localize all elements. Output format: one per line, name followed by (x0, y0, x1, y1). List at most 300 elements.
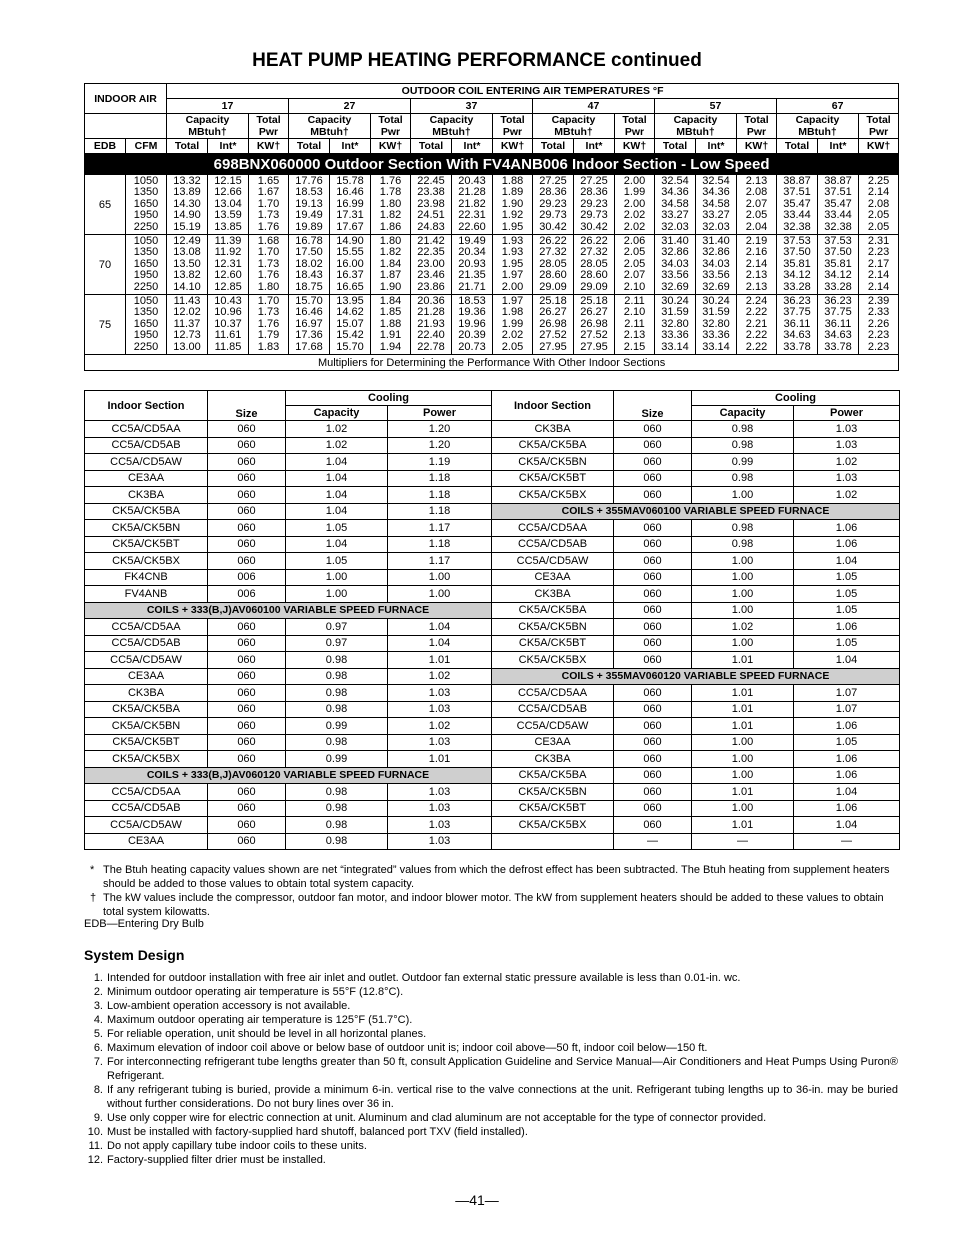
multiplier-row (85, 767, 900, 784)
performance-value: 14.90 (336, 235, 364, 248)
power-cell: 1.06 (794, 718, 900, 735)
indoor-section-cell: CK5A/CK5BX (492, 652, 614, 669)
performance-value: 1.84 (379, 295, 402, 308)
indoor-section-cell: CC5A/CD5AA (492, 685, 614, 702)
cfm-values (126, 175, 167, 235)
performance-value: 34.63 (783, 329, 811, 342)
edb-group-row (85, 295, 899, 355)
performance-value: 11.61 (214, 329, 242, 342)
power-cell: 1.17 (388, 553, 492, 570)
size-cell: 060 (208, 800, 286, 817)
temp-header-17: 17 (167, 99, 289, 114)
item-text: For interconnecting refrigerant tube lengths greater than 50 ft, consult Application Guideline and Service Manual—Air Conditioners and Heat Pumps Using Puron® Refrigerant. (107, 1056, 898, 1082)
performance-value: 29.23 (539, 197, 567, 210)
performance-value: 33.44 (824, 209, 852, 222)
indoor-section-cell: CK3BA (85, 685, 208, 702)
performance-value: 2.00 (623, 197, 646, 210)
capacity-cell: 0.98 (692, 520, 794, 537)
total-pwr-header: Total Pwr (249, 114, 289, 139)
capacity-cell: 1.04 (286, 536, 388, 553)
edb-note: EDB—Entering Dry Bulb (84, 918, 204, 930)
banner-row (85, 154, 899, 175)
performance-value: 2.05 (623, 257, 646, 270)
indoor-section-cell: CK5A/CK5BT (85, 734, 208, 751)
performance-value: 27.25 (580, 175, 608, 187)
power-cell: 1.04 (794, 553, 900, 570)
cfm-value: 1350 (133, 186, 159, 199)
performance-value: 1.70 (257, 246, 280, 259)
size-cell: 060 (208, 520, 286, 537)
cfm-value: 1950 (133, 209, 159, 222)
indoor-section-cell: CK5A/CK5BN (492, 784, 614, 801)
performance-value: 1.93 (501, 246, 524, 259)
performance-value: 18.53 (295, 186, 323, 199)
performance-values (737, 235, 777, 295)
performance-value: 30.24 (661, 295, 689, 308)
size-cell: 060 (614, 784, 692, 801)
furnace-subheader: COILS + 355MAV060120 VARIABLE SPEED FURNACE (492, 668, 900, 685)
performance-values (533, 295, 574, 355)
performance-value: 22.31 (458, 209, 486, 222)
performance-value: 16.00 (336, 257, 364, 270)
performance-value: 1.89 (501, 186, 524, 199)
performance-value: 15.19 (173, 220, 201, 233)
performance-value: 20.73 (458, 340, 486, 353)
multiplier-row (85, 652, 900, 669)
multiplier-row (85, 635, 900, 652)
size-cell: 060 (614, 421, 692, 438)
power-cell: 1.03 (794, 421, 900, 438)
performance-value: 14.90 (173, 209, 201, 222)
performance-value: 33.36 (661, 329, 689, 342)
capacity-cell: 0.99 (286, 751, 388, 768)
performance-values (371, 175, 411, 235)
indoor-air-header: INDOOR AIR (85, 84, 167, 114)
indoor-section-cell: CK5A/CK5BA (85, 503, 208, 520)
performance-value: 18.43 (295, 269, 323, 282)
performance-values (289, 235, 330, 295)
cfm-value: 1050 (133, 175, 159, 187)
performance-value: 15.70 (336, 340, 364, 353)
size-cell: 060 (208, 536, 286, 553)
indoor-section-cell: CC5A/CD5AB (492, 536, 614, 553)
performance-value: 1.76 (257, 220, 280, 233)
item-text: For reliable operation, unit should be level in all horizontal planes. (107, 1028, 427, 1040)
capacity-cell: 1.00 (692, 586, 794, 603)
system-design-item (88, 1139, 898, 1153)
size-cell: 060 (614, 536, 692, 553)
multipliers-title-row (85, 355, 899, 371)
total-pwr-header: Total Pwr (615, 114, 655, 139)
performance-values (208, 235, 249, 295)
size-cell: 060 (614, 800, 692, 817)
capacity-cell: 1.01 (692, 652, 794, 669)
performance-value: 2.14 (867, 269, 890, 282)
performance-value: 32.03 (661, 220, 689, 233)
performance-value: 2.24 (745, 295, 768, 308)
system-design-item (93, 1027, 898, 1041)
capacity-cell: 1.00 (692, 635, 794, 652)
capacity-header-left: Capacity (286, 406, 388, 421)
performance-value: 18.53 (458, 295, 486, 308)
performance-value: 12.73 (173, 329, 201, 342)
performance-value: 1.76 (379, 175, 402, 187)
capacity-cell: 1.00 (692, 602, 794, 619)
performance-value: 32.03 (702, 220, 730, 233)
item-text: Maximum elevation of indoor coil above or below base of outdoor unit is; indoor coil above—50 ft, indoor coil below—150 ft. (107, 1042, 708, 1054)
power-cell: 1.04 (794, 817, 900, 834)
performance-value: 35.47 (824, 197, 852, 210)
capacity-cell: 1.01 (692, 718, 794, 735)
capacity-cell: 1.05 (286, 553, 388, 570)
performance-value: 22.40 (417, 329, 445, 342)
performance-value: 2.23 (867, 329, 890, 342)
performance-value: 2.13 (745, 280, 768, 293)
performance-value: 15.70 (295, 295, 323, 308)
power-cell: 1.00 (388, 586, 492, 603)
size-cell: 060 (614, 718, 692, 735)
performance-value: 27.95 (580, 340, 608, 353)
performance-value: 1.97 (501, 269, 524, 282)
performance-value: 32.38 (824, 220, 852, 233)
performance-value: 33.14 (661, 340, 689, 353)
power-cell: 1.03 (388, 784, 492, 801)
performance-value: 12.60 (214, 269, 242, 282)
performance-value: 2.14 (867, 280, 890, 293)
performance-value: 2.05 (867, 220, 890, 233)
performance-value: 2.02 (623, 209, 646, 222)
power-cell: 1.03 (388, 701, 492, 718)
performance-values (818, 235, 859, 295)
size-cell: 060 (208, 503, 286, 520)
performance-value: 32.86 (702, 246, 730, 259)
cfm-value: 2250 (133, 340, 159, 353)
capacity-cell: 0.98 (692, 470, 794, 487)
footnote-integrated: * The Btuh heating capacity values shown are net “integrated” values from which the defrost effect has been subtracted. The Btuh heating from supplement heaters should be added to those values to obtain total system capacity. (90, 864, 890, 890)
performance-value: 33.28 (824, 280, 852, 293)
performance-values (655, 175, 696, 235)
performance-body (85, 154, 899, 371)
performance-value: 21.28 (458, 186, 486, 199)
indoor-section-cell: CK5A/CK5BX (85, 553, 208, 570)
performance-value: 33.56 (661, 269, 689, 282)
kw-header: KW† (859, 139, 899, 154)
size-cell: 060 (614, 635, 692, 652)
performance-value: 1.85 (379, 306, 402, 319)
performance-value: 16.65 (336, 280, 364, 293)
size-cell: 060 (208, 784, 286, 801)
performance-value: 27.25 (539, 175, 567, 187)
performance-value: 1.73 (257, 306, 280, 319)
performance-value: 1.73 (257, 257, 280, 270)
power-cell: 1.03 (388, 800, 492, 817)
performance-value: 1.99 (623, 186, 646, 199)
performance-table (84, 83, 899, 371)
total-header: Total (289, 139, 330, 154)
capacity-cell: 1.00 (692, 800, 794, 817)
performance-value: 2.02 (501, 329, 524, 342)
performance-value: 37.75 (824, 306, 852, 319)
performance-values (777, 295, 818, 355)
performance-value: 1.78 (379, 186, 402, 199)
performance-value: 19.49 (458, 235, 486, 248)
performance-value: 2.17 (867, 257, 890, 270)
capacity-cell: 0.98 (692, 437, 794, 454)
power-cell: 1.03 (794, 470, 900, 487)
performance-value: 12.66 (214, 186, 242, 199)
size-cell: 060 (208, 668, 286, 685)
performance-value: 33.27 (702, 209, 730, 222)
capacity-cell: 0.99 (286, 718, 388, 735)
indoor-section-cell: CC5A/CD5AB (85, 800, 208, 817)
indoor-section-cell: FV4ANB (85, 586, 208, 603)
performance-values (289, 175, 330, 235)
capacity-cell: 0.98 (286, 701, 388, 718)
multiplier-row (85, 833, 900, 850)
capacity-cell: 1.00 (692, 487, 794, 504)
performance-value: 31.59 (702, 306, 730, 319)
capacity-cell: 0.97 (286, 635, 388, 652)
performance-value: 21.28 (417, 306, 445, 319)
performance-value: 29.09 (539, 280, 567, 293)
performance-value: 36.23 (824, 295, 852, 308)
multiplier-row (85, 751, 900, 768)
indoor-section-cell: CK5A/CK5BN (85, 520, 208, 537)
performance-value: 16.97 (295, 317, 323, 330)
performance-values (859, 175, 899, 235)
performance-value: 14.62 (336, 306, 364, 319)
indoor-section-cell: CK5A/CK5BX (492, 817, 614, 834)
performance-value: 1.86 (379, 220, 402, 233)
size-cell: 060 (614, 701, 692, 718)
performance-value: 17.31 (336, 209, 364, 222)
performance-values (696, 235, 737, 295)
multipliers-title: Multipliers for Determining the Performance With Other Indoor Sections (85, 355, 899, 371)
multiplier-row (85, 619, 900, 636)
capacity-cell: 1.00 (692, 553, 794, 570)
indoor-section-cell: FK4CNB (85, 569, 208, 586)
furnace-subheader: COILS + 333(B,J)AV060120 VARIABLE SPEED FURNACE (85, 767, 492, 784)
performance-value: 2.14 (867, 186, 890, 199)
performance-value: 24.83 (417, 220, 445, 233)
performance-value: 1.65 (257, 175, 280, 187)
performance-value: 1.88 (501, 175, 524, 187)
power-cell: 1.02 (388, 718, 492, 735)
edb-header: EDB (85, 139, 126, 154)
int-header: Int* (696, 139, 737, 154)
performance-value: 23.86 (417, 280, 445, 293)
performance-values (249, 235, 289, 295)
performance-value: 2.33 (867, 306, 890, 319)
item-number: 8. (93, 1084, 103, 1096)
performance-value: 2.11 (624, 295, 645, 308)
performance-values (371, 295, 411, 355)
temp-header-47: 47 (533, 99, 655, 114)
item-number: 1. (93, 972, 103, 984)
capacity-cell: 1.00 (286, 586, 388, 603)
performance-value: 12.02 (173, 306, 201, 319)
multiplier-row (85, 470, 900, 487)
performance-value: 33.56 (702, 269, 730, 282)
size-cell: 060 (614, 751, 692, 768)
size-cell: 060 (614, 817, 692, 834)
power-cell: — (794, 833, 900, 850)
item-text: Must be installed with factory-supplied hard shutoff, balanced port TXV (field installed). (107, 1126, 528, 1138)
power-cell: 1.04 (388, 619, 492, 636)
performance-values (330, 295, 371, 355)
size-cell: 060 (614, 652, 692, 669)
indoor-section-cell: CC5A/CD5AA (85, 619, 208, 636)
item-text: Minimum outdoor operating air temperature is 55°F (12.8°C). (107, 986, 404, 998)
performance-value: 1.97 (501, 295, 524, 308)
performance-values (574, 295, 615, 355)
indoor-section-cell (492, 833, 614, 850)
capacity-cell: 0.98 (286, 685, 388, 702)
performance-values (737, 295, 777, 355)
size-cell: 060 (614, 553, 692, 570)
size-cell: 060 (208, 487, 286, 504)
indoor-section-header-left: Indoor Section (85, 391, 208, 421)
performance-value: 2.22 (745, 306, 768, 319)
multiplier-row (85, 487, 900, 504)
performance-value: 13.95 (336, 295, 364, 308)
outdoor-temp-header: OUTDOOR COIL ENTERING AIR TEMPERATURES °F (167, 84, 899, 99)
performance-value: 31.40 (661, 235, 689, 248)
performance-value: 19.13 (295, 197, 323, 210)
size-cell: 060 (614, 569, 692, 586)
performance-value: 30.42 (580, 220, 608, 233)
performance-value: 13.00 (173, 340, 201, 353)
multiplier-row (85, 668, 900, 685)
performance-value: 24.51 (417, 209, 445, 222)
power-cell: 1.07 (794, 685, 900, 702)
power-cell: 1.20 (388, 437, 492, 454)
power-cell: 1.06 (794, 536, 900, 553)
performance-value: 2.02 (623, 220, 646, 233)
power-cell: 1.06 (794, 767, 900, 784)
performance-value: 36.11 (783, 317, 811, 330)
performance-values (493, 175, 533, 235)
performance-value: 1.67 (257, 186, 280, 199)
indoor-section-cell: CK3BA (492, 586, 614, 603)
size-cell: 060 (208, 685, 286, 702)
capacity-cell: 1.00 (286, 569, 388, 586)
performance-value: 28.60 (539, 269, 567, 282)
size-cell: 060 (614, 685, 692, 702)
performance-value: 32.54 (702, 175, 730, 187)
performance-value: 32.69 (702, 280, 730, 293)
performance-value: 1.76 (257, 269, 280, 282)
performance-values (330, 175, 371, 235)
int-header: Int* (574, 139, 615, 154)
performance-value: 15.07 (336, 317, 364, 330)
performance-value: 19.36 (458, 306, 486, 319)
system-design-item (93, 1041, 898, 1055)
power-cell: 1.19 (388, 454, 492, 471)
capacity-header: Capacity MBtuh† (655, 114, 737, 139)
power-cell: 1.04 (388, 635, 492, 652)
kw-header: KW† (493, 139, 533, 154)
performance-value: 32.80 (661, 317, 689, 330)
performance-value: 37.53 (824, 235, 852, 248)
item-text: If any refrigerant tubing is buried, provide a minimum 6-in. vertical rise to the valve connections at the unit. Refrigerant tubing lengths up to 36-in. may be buried without further considerations. Do not bury lines over 36 in. (107, 1084, 898, 1110)
multiplier-row (85, 734, 900, 751)
performance-value: 11.92 (214, 246, 242, 259)
performance-value: 17.67 (336, 220, 364, 233)
performance-values (452, 235, 493, 295)
power-cell: 1.05 (794, 569, 900, 586)
cfm-value: 1650 (133, 257, 159, 270)
indoor-section-cell: CC5A/CD5AW (492, 553, 614, 570)
page-title: HEAT PUMP HEATING PERFORMANCE continued (252, 50, 702, 71)
performance-value: 28.36 (580, 186, 608, 199)
multiplier-row (85, 421, 900, 438)
performance-value: 1.91 (379, 329, 402, 342)
size-cell: 060 (208, 734, 286, 751)
total-pwr-header: Total Pwr (737, 114, 777, 139)
size-cell: 060 (208, 635, 286, 652)
indoor-section-cell: CK5A/CK5BN (85, 718, 208, 735)
power-cell: 1.00 (388, 569, 492, 586)
multiplier-row (85, 553, 900, 570)
capacity-cell: 1.05 (286, 520, 388, 537)
performance-value: 26.22 (580, 235, 608, 248)
item-number: 12. (87, 1154, 103, 1166)
indoor-section-cell: CK5A/CK5BA (492, 437, 614, 454)
item-text: Use only copper wire for electric connection at unit. Aluminum and clad aluminum are not acceptable for the type of connector provided. (107, 1112, 767, 1124)
capacity-cell: 0.99 (692, 454, 794, 471)
performance-value: 27.52 (580, 329, 608, 342)
int-header: Int* (330, 139, 371, 154)
performance-value: 26.27 (539, 306, 567, 319)
performance-value: 11.37 (173, 317, 201, 330)
edb-group-row (85, 235, 899, 295)
performance-value: 29.73 (539, 209, 567, 222)
performance-value: 25.18 (580, 295, 608, 308)
temperature-header-row (85, 99, 899, 114)
indoor-section-cell: CC5A/CD5AW (85, 817, 208, 834)
performance-value: 2.10 (623, 280, 646, 293)
temp-header-57: 57 (655, 99, 777, 114)
performance-value: 16.99 (336, 197, 364, 210)
capacity-header: Capacity MBtuh† (533, 114, 615, 139)
kw-header: KW† (615, 139, 655, 154)
performance-value: 20.93 (458, 257, 486, 270)
performance-value: 1.83 (257, 340, 280, 353)
performance-value: 21.93 (417, 317, 445, 330)
power-header-right: Power (794, 406, 900, 421)
total-header: Total (533, 139, 574, 154)
cfm-value: 1050 (133, 295, 159, 308)
performance-values (167, 175, 208, 235)
total-pwr-header: Total Pwr (859, 114, 899, 139)
performance-value: 2.04 (745, 220, 768, 233)
performance-values (655, 295, 696, 355)
power-cell: 1.02 (794, 454, 900, 471)
system-design-item (93, 971, 898, 985)
size-cell: 060 (614, 520, 692, 537)
performance-value: 18.75 (295, 280, 323, 293)
size-cell: 006 (208, 569, 286, 586)
capacity-cell: 1.02 (692, 619, 794, 636)
performance-value: 35.81 (824, 257, 852, 270)
cfm-value: 2250 (133, 220, 159, 233)
performance-value: 26.98 (539, 317, 567, 330)
cfm-values (126, 235, 167, 295)
cfm-value: 2250 (133, 280, 159, 293)
performance-value: 2.07 (623, 269, 646, 282)
performance-values (696, 295, 737, 355)
